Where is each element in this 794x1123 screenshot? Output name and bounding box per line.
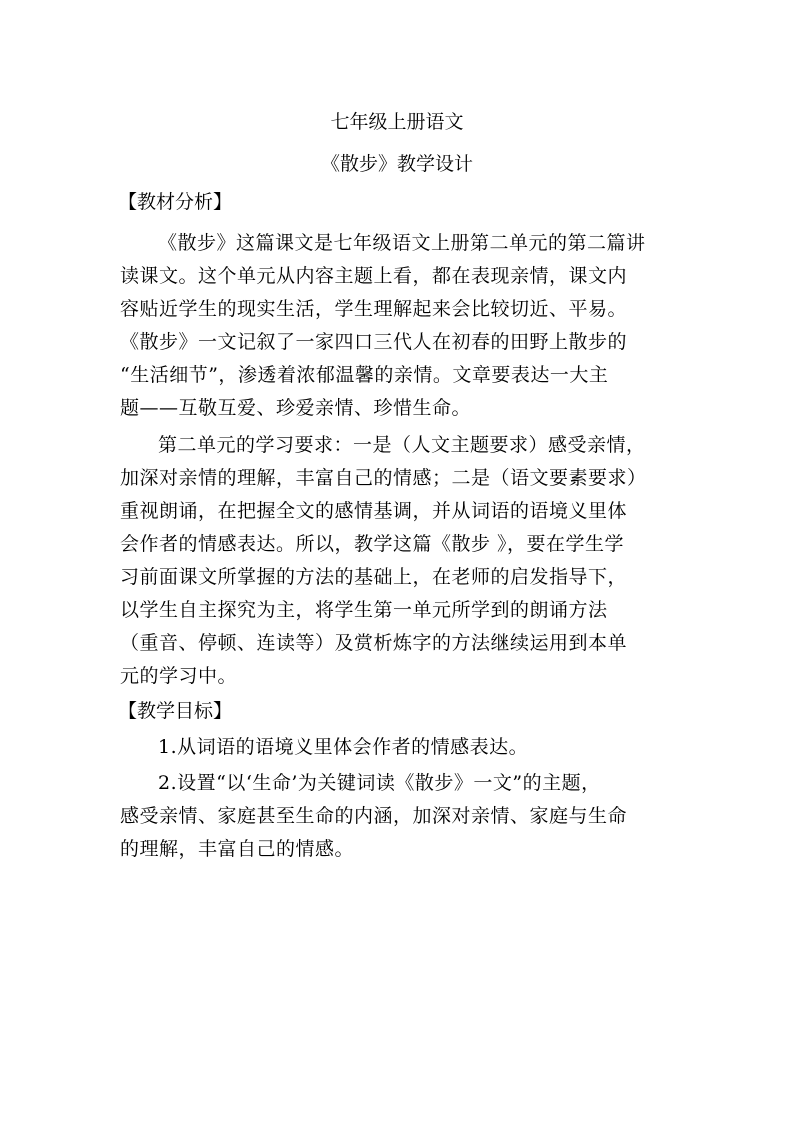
text-line: 《散步》这篇课文是七年级语文上册第二单元的第二篇讲 (158, 232, 646, 254)
text-line: 加深对亲情的理解，丰富自己的情感；二是（语文要素要求） (120, 467, 647, 489)
paragraph-analysis-2 (120, 429, 680, 693)
text-line: 第二单元的学习要求：一是（人文主题要求）感受亲情， (158, 434, 646, 456)
text-line: 会作者的情感表达。所以，教学这篇《散步 》，要在学生学 (120, 533, 625, 555)
title-block (0, 101, 794, 185)
document-body (120, 186, 680, 866)
section-heading-teaching-goals: 【教学目标】 (118, 700, 233, 722)
paragraph-analysis-1 (120, 227, 680, 425)
text-line: 元的学习中。 (120, 665, 238, 687)
text-line: 习前面课文所掌握的方法的基础上，在老师的启发指导下， (120, 566, 628, 588)
text-line: （重音、停顿、连读等）及赏析炼字的方法继续运用到本单 (120, 632, 628, 654)
text-line: 读课文。这个单元从内容主题上看，都在表现亲情，课文内 (120, 265, 628, 287)
document-subtitle: 《散步》教学设计 (320, 153, 473, 175)
goal-item-1 (120, 731, 680, 764)
text-line: “生活细节”，渗透着浓郁温馨的亲情。文章要表达一大主 (120, 364, 609, 386)
text-line: 以学生自主探究为主，将学生第一单元所学到的朗诵方法 (120, 599, 608, 621)
goal-item-2 (120, 767, 680, 866)
text-line: 2.设置“以‘生命’为关键词读《散步》一文”的主题， (158, 772, 601, 794)
text-line: 《散步》一文记叙了一家四口三代人在初春的田野上散步的 (120, 331, 628, 353)
text-line: 容贴近学生的现实生活，学生理解起来会比较切近、平易。 (120, 298, 628, 320)
text-line: 的理解，丰富自己的情感。 (120, 838, 355, 860)
text-line: 重视朗诵，在把握全文的感情基调，并从词语的语境义里体 (120, 500, 628, 522)
section-heading-textbook-analysis: 【教材分析】 (118, 191, 233, 213)
text-line: 题——互敬互爱、珍爱亲情、珍惜生命。 (120, 397, 472, 419)
document-title: 七年级上册语文 (330, 111, 464, 133)
text-line: 1.从词语的语境义里体会作者的情感表达。 (158, 736, 529, 758)
text-line: 感受亲情、家庭甚至生命的内涵，加深对亲情、家庭与生命 (120, 805, 628, 827)
